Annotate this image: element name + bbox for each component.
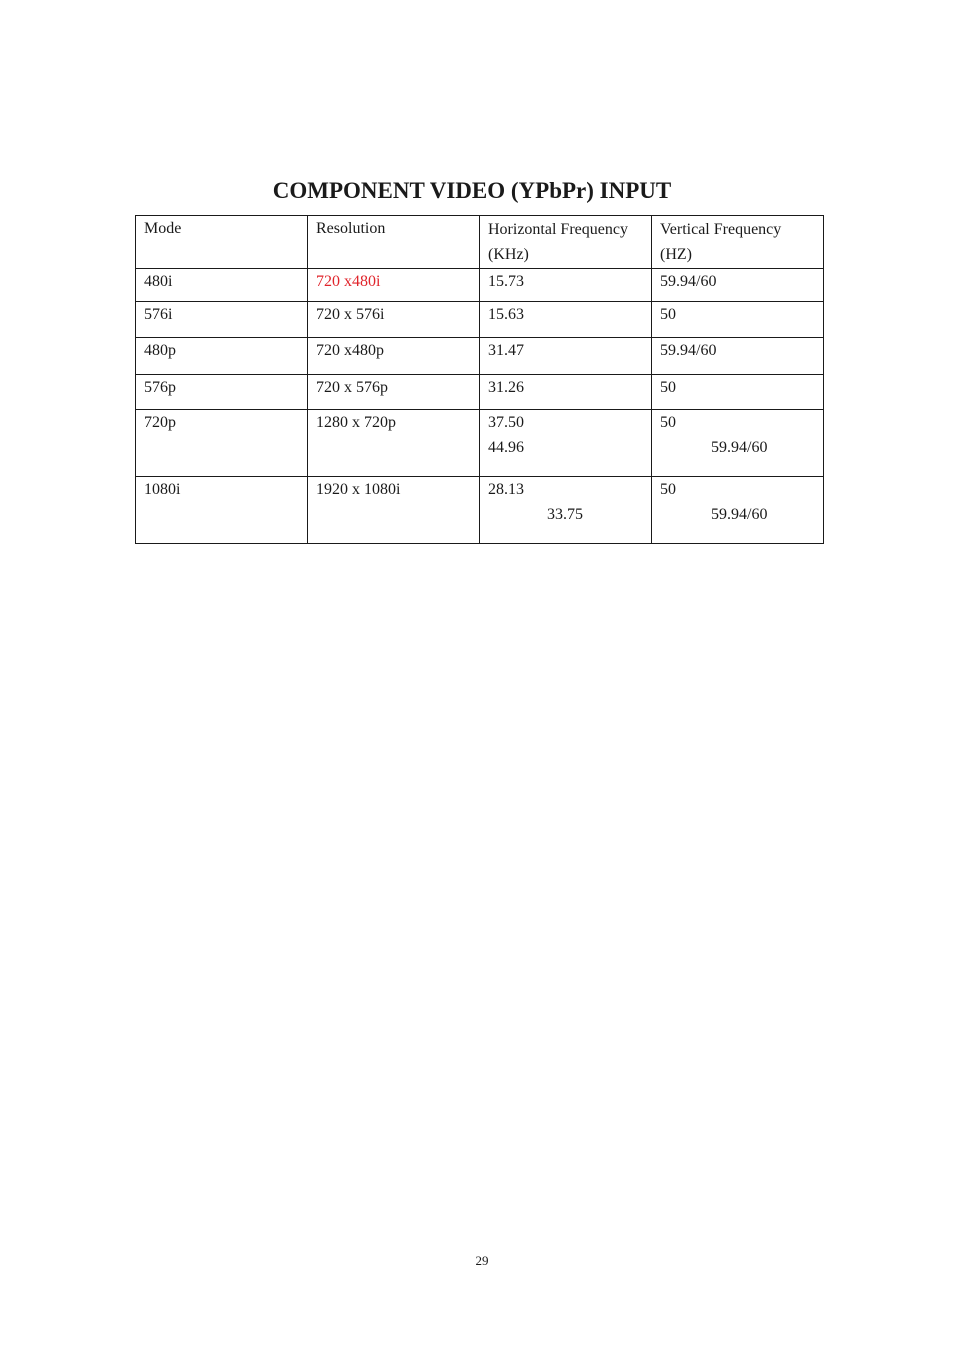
table-row (136, 338, 824, 375)
header-vertical-frequency (652, 216, 824, 269)
cell-mode: 480p (136, 338, 308, 375)
document-title: COMPONENT VIDEO (YPbPr) INPUT (272, 178, 672, 203)
component-video-table (135, 215, 824, 544)
cell-vfreq: 50 (652, 302, 824, 338)
table-row (136, 269, 824, 302)
cell-vfreq (652, 477, 824, 544)
header-vfreq-line2: (HZ) (660, 246, 692, 263)
header-hfreq-line1: Horizontal Frequency (488, 221, 628, 238)
cell-vfreq: 59.94/60 (652, 269, 824, 302)
cell-resolution: 720 x480i (308, 269, 480, 302)
cell-mode: 576p (136, 375, 308, 410)
table-row (136, 302, 824, 338)
cell-mode: 576i (136, 302, 308, 338)
table-header-row (136, 216, 824, 269)
header-mode: Mode (136, 216, 308, 269)
header-hfreq-line2: (KHz) (488, 246, 529, 263)
cell-hfreq (480, 410, 652, 477)
cell-vfreq-value: 59.94/60 (711, 439, 768, 456)
cell-vfreq: 50 (652, 375, 824, 410)
cell-mode: 720p (136, 410, 308, 477)
cell-resolution: 720 x480p (308, 338, 480, 375)
cell-resolution: 720 x 576p (308, 375, 480, 410)
cell-hfreq-value: 33.75 (547, 506, 583, 523)
page-number: 29 (475, 1253, 489, 1268)
cell-resolution: 1280 x 720p (308, 410, 480, 477)
cell-vfreq (652, 410, 824, 477)
header-vfreq-line1: Vertical Frequency (660, 221, 782, 238)
cell-hfreq-value: 44.96 (488, 439, 524, 456)
cell-hfreq: 31.26 (480, 375, 652, 410)
cell-hfreq-value: 28.13 (488, 481, 524, 498)
table-row (136, 375, 824, 410)
cell-hfreq: 15.73 (480, 269, 652, 302)
header-resolution: Resolution (308, 216, 480, 269)
cell-hfreq (480, 477, 652, 544)
cell-vfreq: 59.94/60 (652, 338, 824, 375)
table-row (136, 477, 824, 544)
cell-vfreq-value: 59.94/60 (711, 506, 768, 523)
header-horizontal-frequency (480, 216, 652, 269)
cell-hfreq: 15.63 (480, 302, 652, 338)
cell-hfreq: 31.47 (480, 338, 652, 375)
cell-mode: 1080i (136, 477, 308, 544)
cell-vfreq-value: 50 (660, 414, 676, 431)
table-row (136, 410, 824, 477)
cell-hfreq-value: 37.50 (488, 414, 524, 431)
cell-resolution: 1920 x 1080i (308, 477, 480, 544)
cell-mode: 480i (136, 269, 308, 302)
cell-vfreq-value: 50 (660, 481, 676, 498)
cell-resolution: 720 x 576i (308, 302, 480, 338)
